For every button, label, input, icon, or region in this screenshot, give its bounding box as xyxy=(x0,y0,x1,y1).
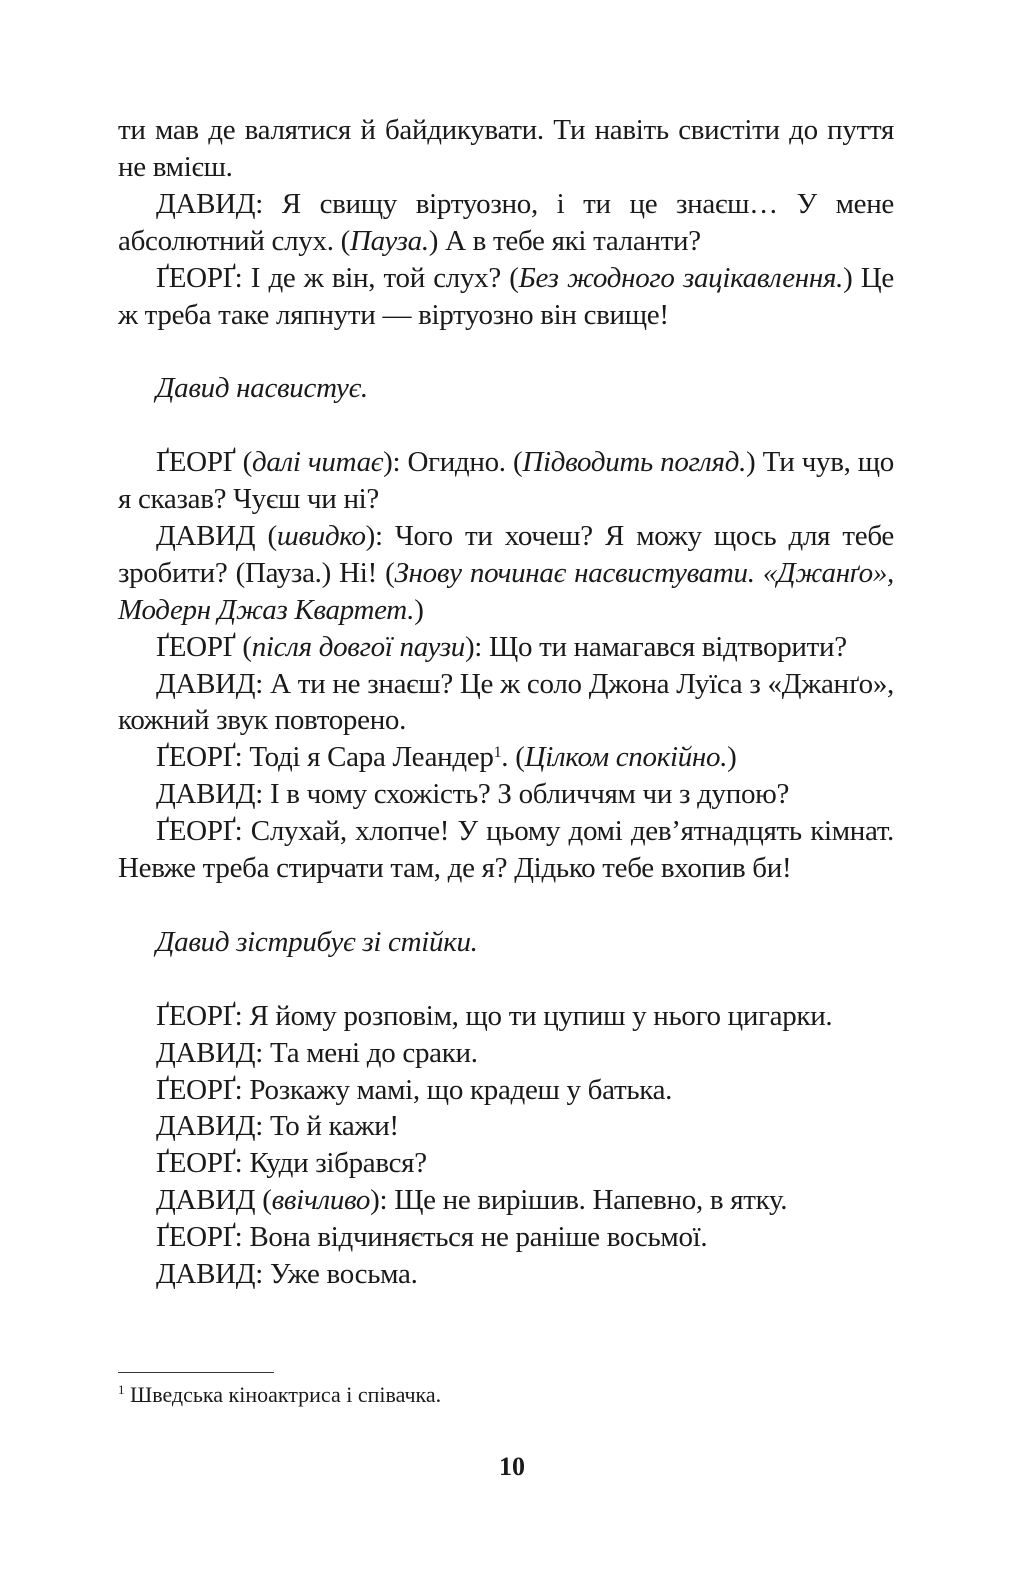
dialogue-paragraph xyxy=(118,444,894,518)
footnote-text: Шведська кіноактриса і співачка. xyxy=(130,1382,442,1407)
italic-remark: Давид зістрибує зі стійки. xyxy=(156,925,478,958)
italic-remark: Знову починає насвистувати. «Джанґо», Модерн Джаз Квартет. xyxy=(118,556,894,626)
italic-remark: далі читає xyxy=(251,446,384,479)
dialogue-paragraph xyxy=(118,1035,894,1072)
footnote-marker: 1 xyxy=(118,1382,125,1397)
text-run: ДАВИД: То й кажи! xyxy=(156,1110,399,1143)
text-run: ҐЕОРҐ ( xyxy=(156,446,252,479)
text-run: ДАВИД ( xyxy=(156,519,277,552)
text-run: ДАВИД: Та мені до сраки. xyxy=(156,1036,478,1069)
text-run: ): Огидно. ( xyxy=(383,446,523,479)
text-run: ДАВИД ( xyxy=(156,1184,272,1217)
footnote-ref: 1 xyxy=(493,744,502,762)
text-run: ): Чого ти хочеш? Я можу щось для тебе зробити? (Пауза.) Ні! ( xyxy=(118,519,894,589)
italic-remark: Цілком спокійно. xyxy=(524,741,728,774)
text-run: ҐЕОРҐ ( xyxy=(156,630,252,663)
stage-direction xyxy=(118,924,894,961)
text-run: ) xyxy=(727,741,737,774)
stage-direction xyxy=(118,370,894,407)
dialogue-paragraph xyxy=(118,739,894,776)
dialogue-paragraph xyxy=(118,998,894,1035)
text-run: ҐЕОРҐ: Вона відчиняється не раніше восьмої. xyxy=(156,1221,708,1254)
dialogue-paragraph xyxy=(118,260,894,334)
dialogue-paragraph xyxy=(118,518,894,629)
dialogue-paragraph xyxy=(118,629,894,666)
dialogue-paragraph xyxy=(118,776,894,813)
text-run: ҐЕОРҐ: Слухай, хлопче! У цьому домі дев’ятнадцять кімнат. Невже треба стирчати там, де я? Дідько тебе вхопив би! xyxy=(118,815,894,885)
footnote xyxy=(118,1380,441,1410)
dialogue-paragraph xyxy=(118,666,894,740)
dialogue-paragraph xyxy=(118,1108,894,1145)
text-run: ҐЕОРҐ: Тоді я Сара Леандер xyxy=(156,741,494,774)
text-run: ДАВИД: Я свищу віртуозно, і ти це знаєш… У мене абсолютний слух. ( xyxy=(118,187,894,257)
italic-remark: Пауза. xyxy=(349,224,429,257)
dialogue-paragraph xyxy=(118,186,894,260)
play-text xyxy=(118,112,894,1293)
text-run: ти мав де валятися й байдикувати. Ти навіть свистіти до пуття не вмієш. xyxy=(118,114,894,183)
dialogue-paragraph xyxy=(118,1182,894,1219)
text-run: . ( xyxy=(501,741,525,774)
text-run: ) Ти чув, що я сказав? Чуєш чи ні? xyxy=(118,446,894,516)
dialogue-paragraph xyxy=(118,1256,894,1293)
text-run: ДАВИД: Уже восьма. xyxy=(156,1258,418,1291)
footnote-divider xyxy=(118,1372,274,1373)
dialogue-paragraph xyxy=(118,1145,894,1182)
dialogue-paragraph xyxy=(118,1072,894,1109)
dialogue-paragraph xyxy=(118,813,894,887)
dialogue-paragraph xyxy=(118,1219,894,1256)
italic-remark: Давид насвистує. xyxy=(156,372,368,405)
text-run: ДАВИД: І в чому схожість? З обличчям чи з дупою? xyxy=(156,778,790,811)
text-run: ): Ще не вирішив. Напевно, в ятку. xyxy=(370,1184,788,1217)
text-run: ҐЕОРҐ: Я йому розповім, що ти цупиш у нього цигарки. xyxy=(156,999,833,1032)
text-run: ДАВИД: А ти не знаєш? Це ж соло Джона Луїса з «Джанґо», кожний звук повторено. xyxy=(118,667,894,737)
italic-remark: Підводить погляд. xyxy=(522,446,747,479)
text-run: ) Це ж треба таке ляпнути — віртуозно він свище! xyxy=(118,261,894,331)
text-run: ) А в тебе які таланти? xyxy=(428,224,701,257)
text-run: ): Що ти намагався відтворити? xyxy=(464,630,847,663)
italic-remark: ввічливо xyxy=(271,1184,371,1217)
italic-remark: Без жодного зацікавлення. xyxy=(518,261,844,294)
text-run: ҐЕОРҐ: І де ж він, той слух? ( xyxy=(156,261,519,294)
italic-remark: після довгої паузи xyxy=(251,630,465,663)
dialogue-paragraph xyxy=(118,112,894,186)
italic-remark: швидко xyxy=(276,519,366,552)
text-run: ҐЕОРҐ: Куди зібрався? xyxy=(156,1147,427,1180)
text-run: ) xyxy=(414,593,424,626)
text-run: ҐЕОРҐ: Розкажу мамі, що крадеш у батька. xyxy=(156,1073,673,1106)
page-number: 10 xyxy=(499,1452,525,1481)
